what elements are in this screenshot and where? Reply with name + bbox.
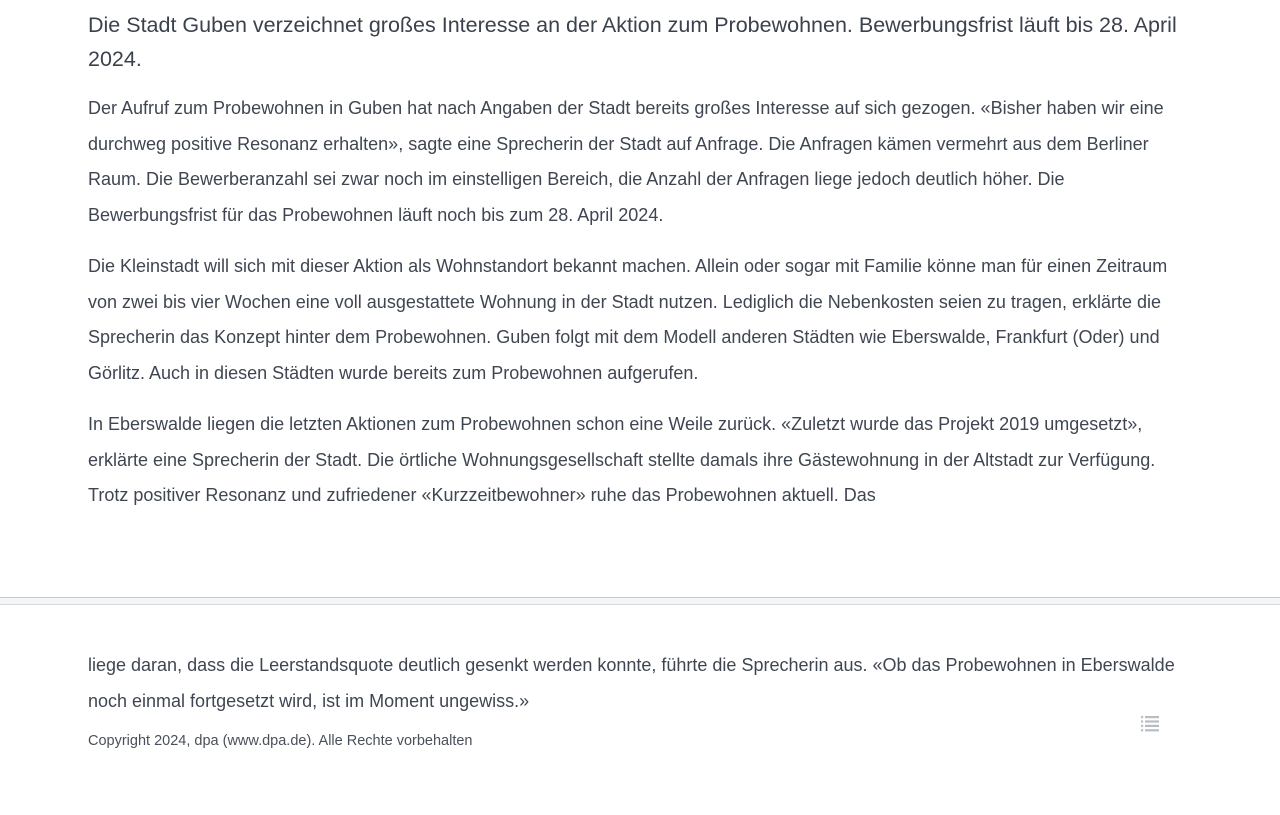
article-lead: Die Stadt Guben verzeichnet großes Interesse an der Aktion zum Probewohnen. Bewerbungsfrist läuft bis 28. April 2024. [88,13,1177,71]
article-paragraph-3-continued: liege daran, dass die Leerstandsquote deutlich gesenkt werden konnte, führte die Sprecherin aus. «Ob das Probewohnen in Eberswalde noch einmal fortgesetzt wird, ist im Moment ungewiss.» [88,655,1175,711]
table-of-contents-icon [1138,711,1162,735]
article-body-bottom [88,648,1198,751]
article-paragraph-1: Der Aufruf zum Probewohnen in Guben hat nach Angaben der Stadt bereits großes Interesse auf sich gezogen. «Bisher haben wir eine durchweg positive Resonanz erhalten», sagte eine Sprecherin der Stadt auf Anfrage. Die Anfragen kämen vermehrt aus dem Berliner Raum. Die Bewerberanzahl sei zwar noch im einstelligen Bereich, die Anzahl der Anfragen liege jedoch deutlich höher. Die Bewerbungsfrist für das Probewohnen läuft noch bis zum 28. April 2024. [88,98,1164,225]
article-body-top [88,8,1198,530]
article-paragraph-2: Die Kleinstadt will sich mit dieser Aktion als Wohnstandort bekannt machen. Allein oder sogar mit Familie könne man für einen Zeitraum von zwei bis vier Wochen eine voll ausgestattete Wohnung in der Stadt nutzen. Lediglich die Nebenkosten seien zu tragen, erklärte die Sprecherin das Konzept hinter dem Probewohnen. Guben folgt mit dem Modell anderen Städten wie Eberswalde, Frankfurt (Oder) und Görlitz. Auch in diesen Städten wurde bereits zum Probewohnen aufgerufen. [88,256,1168,383]
page-break-divider [0,597,1280,605]
table-of-contents-button[interactable] [1138,711,1162,735]
article-paragraph-3: In Eberswalde liegen die letzten Aktionen zum Probewohnen schon eine Weile zurück. «Zuletzt wurde das Projekt 2019 umgesetzt», erklärte eine Sprecherin der Stadt. Die örtliche Wohnungsgesellschaft stellte damals ihre Gästewohnung in der Altstadt zur Verfügung. Trotz positiver Resonanz und zufriedener «Kurzzeitbewohner» ruhe das Probewohnen aktuell. Das [88,414,1156,505]
copyright-notice: Copyright 2024, dpa (www.dpa.de). Alle Rechte vorbehalten [88,733,473,749]
